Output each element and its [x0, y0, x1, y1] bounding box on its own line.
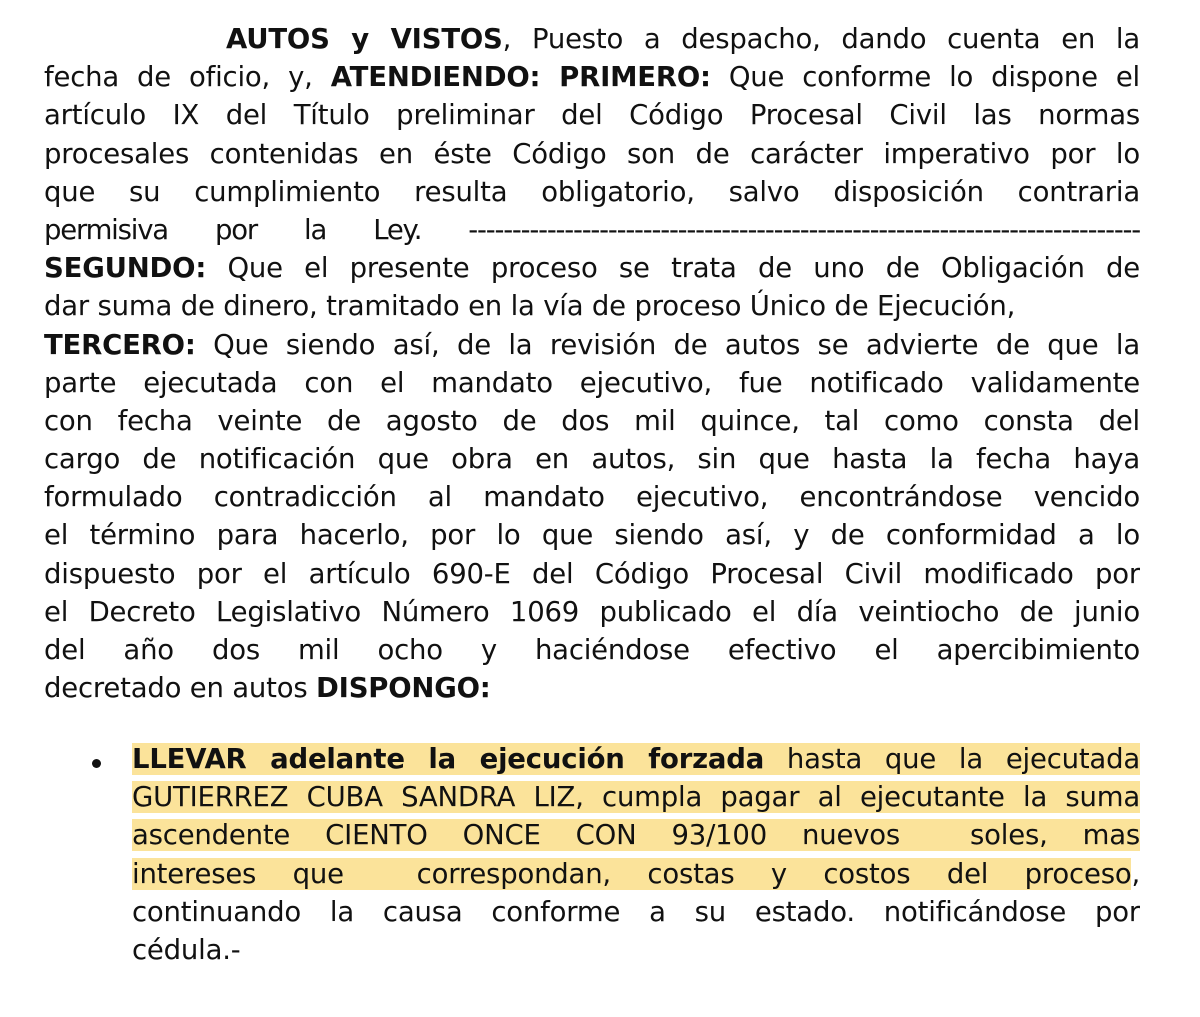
text-line [44, 211, 1140, 249]
text-run: formulado contradicción al mandato ejecutivo, encontrándose vencido [44, 481, 1140, 514]
text-run: continuando la causa conforme a su estado. notificándose por [132, 895, 1140, 928]
text-run: dar suma de dinero, tramitado en la vía de proceso Único de Ejecución, [44, 290, 1016, 323]
text-run: hasta que la ejecutada [764, 743, 1140, 775]
text-line [44, 402, 1140, 440]
text-run: cargo de notificación que obra en autos, sin que hasta la fecha haya [44, 443, 1140, 476]
text-run: ascendente CIENTO ONCE CON 93/100 nuevos soles, mas [132, 819, 1140, 852]
text-run: GUTIERREZ CUBA SANDRA LIZ, cumpla pagar al ejecutante la suma [132, 781, 1140, 814]
text-run: Que siendo así, de la revisión de autos se advierte de que la [195, 328, 1140, 361]
highlighted-run [132, 819, 1140, 851]
text-line [44, 669, 1140, 707]
disposition-text [132, 740, 1140, 969]
text-run: intereses que correspondan, costas y costos del proceso [132, 857, 1132, 890]
text-run: , [1131, 857, 1140, 890]
resolution-body [44, 20, 1140, 707]
text-run: el Decreto Legislativo Número 1069 publicado el día veintiocho de junio [44, 595, 1140, 628]
text-run: el término para hacerlo, por lo que siendo así, y de conformidad a lo [44, 519, 1140, 552]
text-line [44, 593, 1140, 631]
text-line [44, 440, 1140, 478]
text-line [44, 326, 1140, 364]
text-line [132, 855, 1140, 893]
text-line [132, 778, 1140, 816]
text-run: del año dos mil ocho y haciéndose efectivo el apercibimiento [44, 634, 1140, 666]
text-run: cédula.- [132, 933, 241, 966]
text-line [132, 893, 1140, 931]
text-line [44, 555, 1140, 593]
text-run: ATENDIENDO: PRIMERO: [330, 61, 711, 94]
text-run: procesales contenidas en éste Código son de carácter imperativo por lo [44, 137, 1140, 170]
text-line [44, 287, 1140, 325]
text-line [44, 58, 1140, 96]
text-line [132, 740, 1140, 778]
text-line [132, 816, 1140, 854]
highlighted-run [132, 743, 1140, 775]
text-line [44, 631, 1140, 669]
text-run: fecha de oficio, y, [44, 61, 331, 94]
text-line [44, 96, 1140, 134]
text-run: LLEVAR adelante la ejecución forzada [132, 743, 765, 775]
text-run: decretado en autos [44, 672, 317, 705]
text-run: SEGUNDO: [44, 252, 207, 285]
text-run: Que el presente proceso se trata de uno de Obligación de [206, 252, 1140, 285]
text-run: artículo IX del Título preliminar del Código Procesal Civil las normas [44, 99, 1140, 132]
text-run: Que conforme lo dispone el [710, 61, 1140, 94]
text-run: permisiva por la Ley. ----------------------------------------------------------------------------- [44, 213, 1140, 246]
text-line [44, 478, 1140, 516]
text-run: que su cumplimiento resulta obligatorio, salvo disposición contraria [44, 175, 1140, 208]
highlighted-run [132, 781, 1140, 813]
text-run: DISPONGO: [316, 672, 491, 705]
text-run: con fecha veinte de agosto de dos mil quince, tal como consta del [44, 404, 1140, 437]
text-run: dispuesto por el artículo 690-E del Código Procesal Civil modificado por [44, 557, 1140, 590]
text-line [44, 173, 1140, 211]
text-run: AUTOS y VISTOS [226, 23, 503, 55]
text-run: TERCERO: [44, 328, 196, 361]
text-line [44, 135, 1140, 173]
text-run: parte ejecutada con el mandato ejecutivo, fue notificado validamente [44, 366, 1140, 399]
bullet-icon [92, 759, 101, 768]
highlighted-run [132, 858, 1131, 890]
text-line [44, 516, 1140, 554]
text-line [44, 249, 1140, 287]
text-run: , Puesto a despacho, dando cuenta en la [502, 23, 1140, 55]
text-line [44, 20, 1140, 58]
text-line [44, 364, 1140, 402]
text-line [132, 931, 1140, 969]
